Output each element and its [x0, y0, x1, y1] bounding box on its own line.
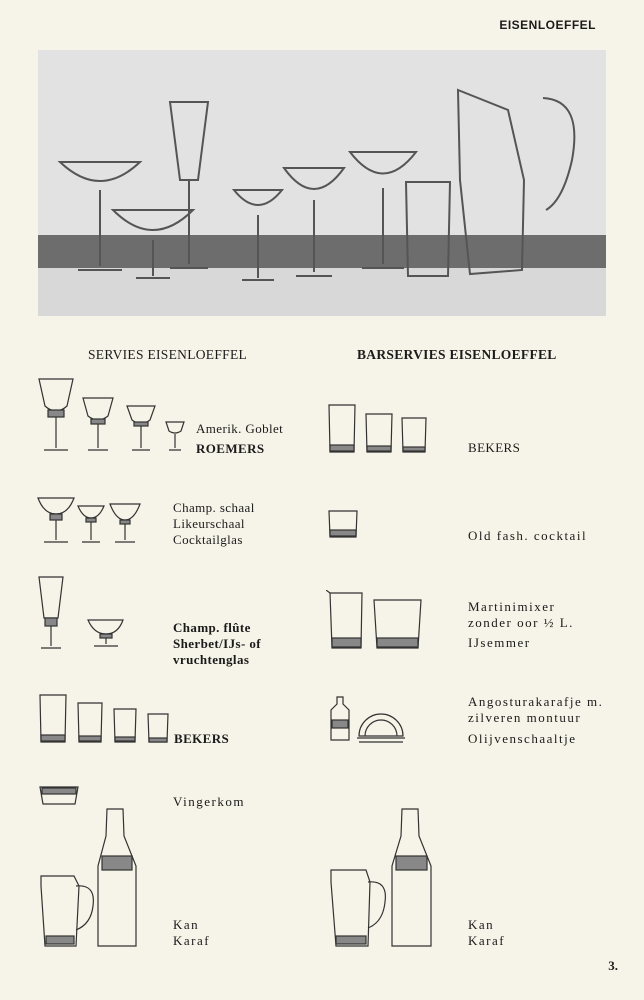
label-bekers-right: BEKERS: [468, 440, 521, 455]
label-roemers: ROEMERS: [196, 441, 265, 456]
label-ijsemmer: IJsemmer: [468, 635, 531, 650]
vingerkom-drawing: [38, 784, 80, 808]
label-cocktailglas: Cocktailglas: [173, 532, 243, 547]
martinimixer-ijsemmer-drawing: [326, 590, 426, 652]
glassware-photo-image: [38, 50, 606, 316]
label-angosturakarafje: Angosturakarafje m.: [468, 694, 604, 709]
kan-karaf-drawing-right: [326, 806, 436, 951]
label-old-fash-cocktail: Old fash. cocktail: [468, 528, 588, 543]
label-sherbet: Sherbet/IJs- of: [173, 636, 261, 651]
label-likeurschaal: Likeurschaal: [173, 516, 245, 531]
label-vruchtenglas: vruchtenglas: [173, 652, 250, 667]
old-fashioned-drawing: [327, 508, 359, 540]
label-karaf-left: Karaf: [173, 933, 211, 948]
tumblers-bekers-drawing: [38, 692, 173, 747]
label-amerik-goblet: Amerik. Goblet: [196, 421, 284, 436]
label-zilveren-montuur: zilveren montuur: [468, 710, 582, 725]
label-olijvenschaaltje: Olijvenschaaltje: [468, 731, 577, 746]
section-title: EISENLOEFFEL: [499, 18, 596, 32]
label-kan-left: Kan: [173, 917, 200, 932]
glasses-goblet-roemers-drawing: [36, 376, 191, 456]
label-zonder-oor: zonder oor ½ L.: [468, 615, 574, 630]
glasses-champ-flute-drawing: [36, 574, 131, 654]
barservies-column-title: BARSERVIES EISENLOEFFEL: [357, 347, 557, 362]
label-champ-flute: Champ. flûte: [173, 620, 251, 635]
kan-karaf-drawing-left: [36, 806, 141, 951]
glasses-champ-schaal-drawing: [36, 492, 146, 547]
angostura-olijven-drawing: [327, 694, 412, 744]
servies-column-title: SERVIES EISENLOEFFEL: [88, 347, 248, 362]
label-bekers-left: BEKERS: [174, 731, 230, 746]
product-photo: [38, 50, 606, 316]
page-number: 3.: [608, 958, 618, 973]
label-vingerkom: Vingerkom: [173, 794, 245, 809]
bar-tumblers-bekers-drawing: [326, 402, 431, 457]
label-karaf-right: Karaf: [468, 933, 506, 948]
label-champ-schaal: Champ. schaal: [173, 500, 255, 515]
label-martinimixer: Martinimixer: [468, 599, 556, 614]
label-kan-right: Kan: [468, 917, 495, 932]
